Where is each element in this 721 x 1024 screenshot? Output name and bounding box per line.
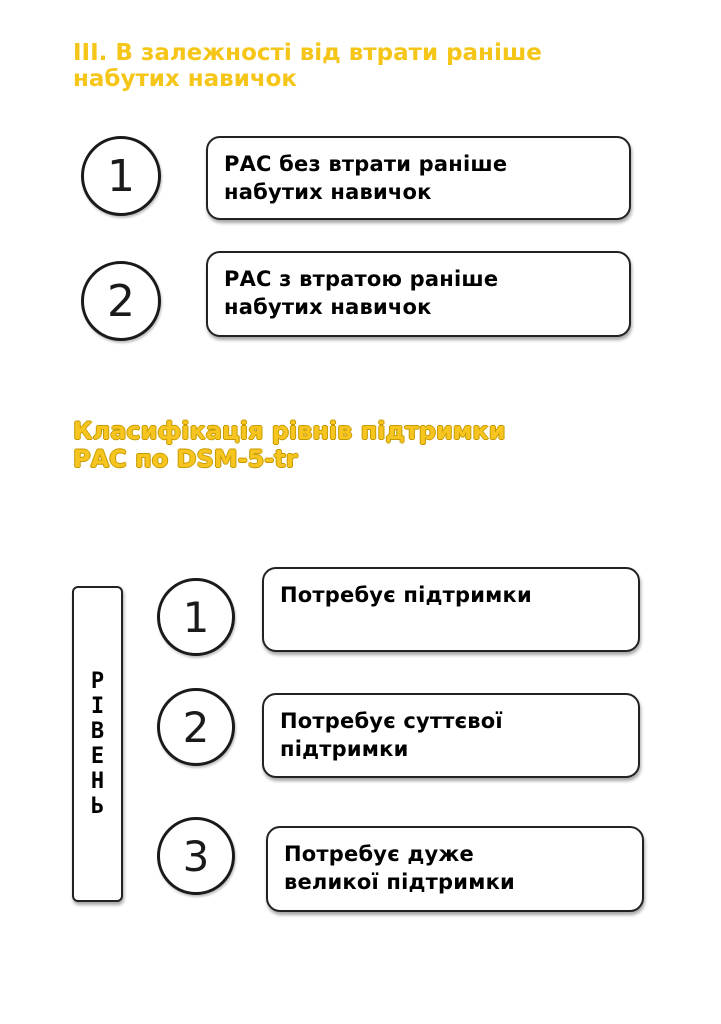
level-letter: Н	[90, 769, 105, 794]
level-circle-2	[157, 688, 235, 766]
level-letter: В	[90, 719, 105, 744]
level-letter: Е	[90, 744, 105, 769]
number-label: 1	[107, 150, 135, 202]
level-vertical-label	[72, 586, 123, 902]
number-label: 2	[182, 702, 210, 752]
section-title-skills-loss	[73, 40, 542, 93]
section-title-line: ІІІ. В залежності від втрати раніше	[73, 40, 542, 66]
level-letter: Ь	[90, 794, 105, 819]
number-label: 3	[182, 831, 210, 881]
number-circle-2	[81, 261, 161, 341]
level-letter: Р	[90, 669, 105, 694]
level-box-2	[262, 693, 640, 778]
section-title-line: Класифікація рівнів підтримки	[73, 417, 506, 445]
number-circle-1	[81, 136, 161, 216]
level-circle-1	[157, 578, 235, 656]
type-box-line: набутих навичок	[224, 295, 432, 320]
level-box-line: Потребує суттєвої	[280, 709, 503, 733]
type-box-line: РАС без втрати раніше	[224, 152, 508, 176]
section-title-line: РАС по DSM-5-tr	[73, 444, 298, 473]
type-box-line: РАС з втратою раніше	[224, 267, 499, 291]
level-box-1	[262, 567, 640, 652]
level-box-line: підтримки	[280, 737, 409, 762]
level-box-3	[266, 826, 644, 912]
level-box-line: Потребує дуже	[284, 842, 474, 866]
level-box-line: великої підтримки	[284, 870, 515, 895]
number-label: 2	[107, 275, 135, 327]
level-box-line: Потребує підтримки	[280, 583, 532, 607]
level-circle-3	[157, 817, 235, 895]
section-title-line: набутих навичок	[73, 66, 298, 93]
type-box-line: набутих навичок	[224, 180, 432, 205]
section-title-support-levels	[73, 418, 506, 473]
type-box-with-loss	[206, 251, 631, 337]
level-letter: І	[90, 694, 105, 719]
type-box-without-loss	[206, 136, 631, 220]
number-label: 1	[182, 592, 210, 642]
